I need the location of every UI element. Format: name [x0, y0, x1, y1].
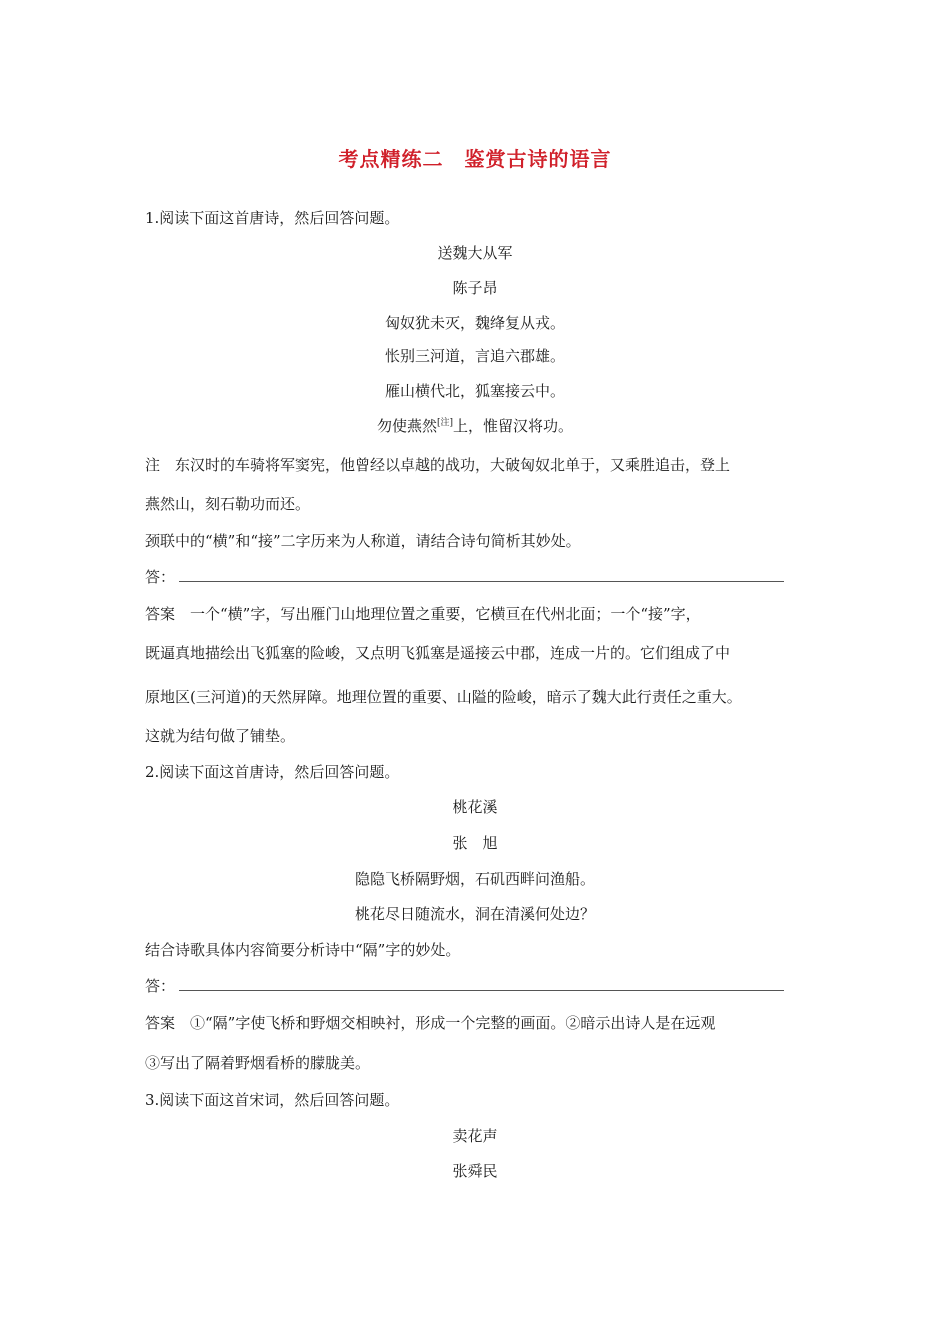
q2-answer-line: 答案 ①“隔”字使飞桥和野烟交相映衬，形成一个完整的画面。②暗示出诗人是在远观	[145, 1014, 716, 1032]
q2-poem-title: 桃花溪	[452, 798, 498, 816]
q2-author: 张 旭	[452, 834, 498, 852]
q2-poem-line: 隐隐飞桥隔野烟，石矶西畔问渔船。	[354, 870, 595, 888]
q1-author: 陈子昂	[452, 279, 498, 297]
q1-answer-line: 原地区(三河道)的天然屏障。地理位置的重要、山隘的险峻，暗示了魏大此行责任之重大。	[145, 688, 742, 706]
q3-intro: 3.阅读下面这首宋词，然后回答问题。	[145, 1091, 400, 1109]
q1-note-line: 注 东汉时的车骑将军窦宪，他曾经以卓越的战功，大破匈奴北单于，又乘胜追击，登上	[145, 456, 731, 474]
q1-poem-line: 匈奴犹未灭，魏绛复从戎。	[384, 314, 565, 332]
q2-question: 结合诗歌具体内容简要分析诗中“隔”字的妙处。	[145, 941, 461, 959]
q1-last-line-before: 勿使燕然	[376, 417, 437, 435]
q2-answer-field[interactable]	[145, 976, 784, 996]
q2-intro: 2.阅读下面这首唐诗，然后回答问题。	[145, 763, 400, 781]
q1-poem-line: 雁山横代北，狐塞接云中。	[384, 382, 565, 400]
q1-answer-field[interactable]	[145, 567, 784, 587]
note-marker: [注]	[436, 418, 454, 428]
q1-answer-line: 答案 一个“横”字，写出雁门山地理位置之重要，它横亘在代州北面；一个“接”字，	[145, 605, 701, 623]
answer-prompt: 答：	[145, 977, 176, 995]
q3-poem-title: 卖花声	[452, 1127, 498, 1145]
q1-answer-line: 这就为结句做了铺垫。	[145, 727, 296, 745]
page-title: 考点精练二 鉴赏古诗的语言	[338, 147, 612, 171]
q1-intro: 1.阅读下面这首唐诗，然后回答问题。	[145, 209, 400, 227]
q1-poem-line: 怅别三河道，言追六郡雄。	[384, 347, 565, 365]
q3-author: 张舜民	[452, 1162, 498, 1180]
answer-line[interactable]	[179, 569, 784, 582]
q1-last-line-after: 上，惟留汉将功。	[453, 417, 574, 435]
answer-prompt: 答：	[145, 568, 176, 586]
answer-line[interactable]	[179, 978, 784, 991]
q1-answer-line: 既逼真地描绘出飞狐塞的险峻，又点明飞狐塞是遥接云中郡，连成一片的。它们组成了中	[145, 644, 731, 662]
q2-answer-line: ③写出了隔着野烟看桥的朦胧美。	[145, 1054, 371, 1072]
q1-question: 颈联中的“横”和“接”二字历来为人称道，请结合诗句简析其妙处。	[145, 532, 581, 550]
q1-note-line: 燕然山，刻石勒功而还。	[145, 495, 311, 513]
q1-poem-line-last	[0, 416, 950, 436]
q2-poem-line: 桃花尽日随流水，洞在清溪何处边？	[354, 905, 595, 923]
q1-poem-title: 送魏大从军	[437, 244, 513, 262]
